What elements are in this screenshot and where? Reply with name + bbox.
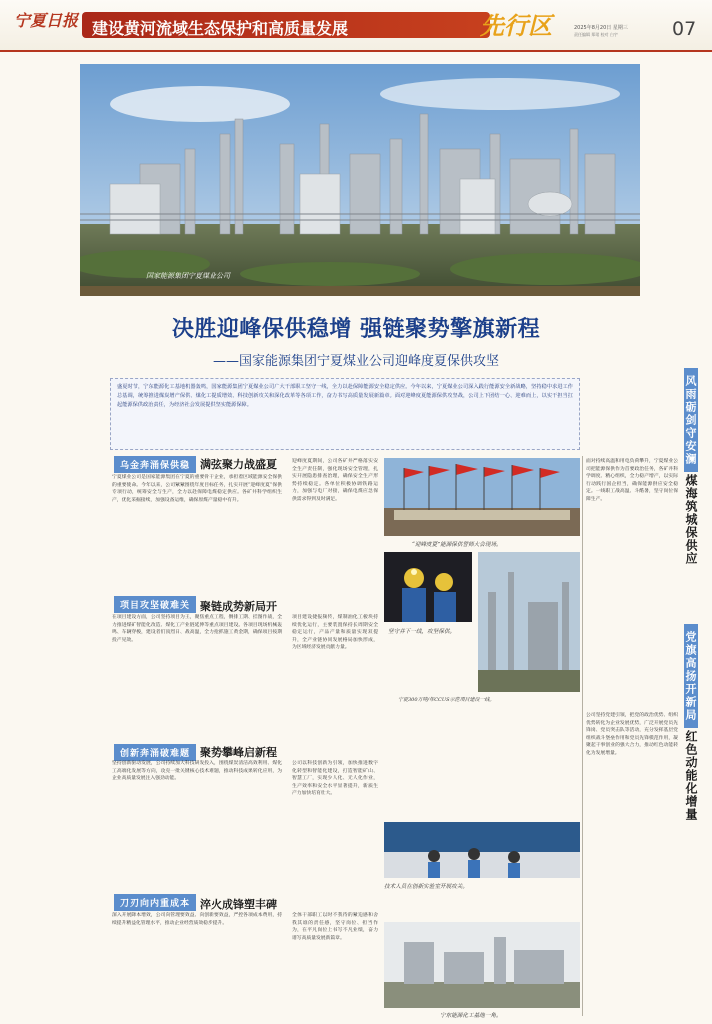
body-col2-b: 项目建设捷报频传，煤制油化工板块持续优化运行，主要装置保持长周期安全稳定运行，产品产量和质量实现双提升，全产业链协同发展格局加快形成，为区域经济发展贡献力量。 <box>292 615 378 651</box>
photo-miners <box>384 552 472 622</box>
section-subhead-2: 聚链成势新局开 <box>200 600 277 613</box>
section-subhead-4: 淬火成锋塑丰碑 <box>200 898 277 911</box>
body-right-b: 公司坚持党建引领，把党的政治优势、组织优势转化为企业发展优势，广泛开展党员先锋岗、党员突击队等活动，充分发挥基层党组织战斗堡垒作用和党员先锋模范作用，凝聚起干事创业的强大合力，推动红色动能转化为发展增量。 <box>586 713 678 756</box>
photo-caption-1: “迎峰度夏”能源保供誓师大会现场。 <box>412 542 502 548</box>
sub-headline: ——国家能源集团宁夏煤业公司迎峰度夏保供攻坚 <box>212 354 499 369</box>
body-col1-b: 在项目建设方面，公司坚持项目为王，聚焦重点工程，倒排工期、挂图作战，全力推进煤矿智能化改造、煤化工产业链延伸等重点项目建设。各项目现场机械轰鸣、车辆穿梭，建设者们顶烈日、战高温，全力抢抓施工黄金期，确保项目按期投产见效。 <box>112 615 282 643</box>
photo-site <box>384 922 580 1008</box>
lead-paragraph: 盛夏时节，宁东能源化工基地机器轰鸣，国家能源集团宁夏煤业公司广大干部职工坚守一线，全力以赴保障能源安全稳定供应。今年以来，宁夏煤业公司深入践行能源安全新战略，坚持稳中求进工作总基调，统筹推进煤炭增产保供、煤化工提质增效、科技创新攻关和深化改革等各项工作，奋力书写高质量发展新篇章。面对迎峰度夏能源保供攻坚战，公司上下团结一心、迎难而上，以实干担当扛起能源保供政治责任，为经济社会发展提供坚实能源保障。 <box>117 384 573 408</box>
photo-flags <box>384 458 580 536</box>
body-col2-d: 全体干部职工以时不我待的紧迫感和舍我其谁的责任感，坚守岗位、担当作为，在平凡岗位上书写不凡业绩，奋力谱写高质量发展新篇章。 <box>292 913 378 941</box>
body-col2-c: 公司以科技创新为引领，加快推进数字化转型和智能化建设，打造智能矿山、智慧工厂，实现少人化、无人化作业，生产效率和安全水平显著提升，新质生产力加快培育壮大。 <box>292 761 378 797</box>
body-col1-d: 深入开展降本增效，公司向管理要效益、向创新要效益，严控各项成本费用，持续提升精益化管理水平，推动企业经营质效稳步提升。 <box>112 913 282 926</box>
hero-caption: 国家能源集团宁夏煤业公司 <box>146 272 230 280</box>
body-right-a: 面对持续高温和用电负荷攀升，宁夏煤业公司把能源保供作为首要政治任务，各矿井科学调度、精心组织，全力稳产增产，以实际行动践行国企担当，确保能源供应安全稳定。一线职工战高温、斗酷暑，坚守岗位保障生产。 <box>586 459 678 502</box>
hero-photo <box>80 64 640 296</box>
section-subhead-1: 满弦聚力战盛夏 <box>200 458 277 471</box>
section-title-2: 项目攻坚破难关 <box>114 596 196 613</box>
photo-caption-4: 技术人员在创新实验室开展攻关。 <box>384 884 468 890</box>
body-col2-a: 迎峰度夏期间，公司各矿井严格落实安全生产责任制，强化现场安全管理，扎实开展隐患排查治理，确保安全生产形势持续稳定。各单位积极协调铁路运力，加强与电厂对接，确保电煤应急保供需求得到及时满足。 <box>292 459 378 502</box>
side-bar-2: 党旗高扬开新局 <box>684 624 698 728</box>
section-title-1: 乌金奔涌保供稳 <box>114 456 196 473</box>
photo-lab <box>384 822 580 878</box>
side-head-1: 煤海筑城保供应 <box>684 474 698 565</box>
side-head-2: 红色动能化增量 <box>684 730 698 821</box>
body-col1-c: 坚持创新驱动发展，公司持续加大科技研发投入，围绕煤炭清洁高效利用、煤化工高端化发展等方向，攻克一批关键核心技术难题，推动科技成果转化应用，为企业高质量发展注入强劲动能。 <box>112 761 282 782</box>
newspaper-logo: 宁夏日报 <box>14 11 79 30</box>
series-tag: 先行区 <box>480 11 552 40</box>
photo-caption-2: 坚守井下一线，攻坚保供。 <box>388 629 456 635</box>
page-number: 07 <box>672 18 697 40</box>
date-line: 2025年8月20日 星期三 <box>574 25 628 31</box>
photo-caption-3: 宁夏300万吨/年CCUS示范项目建设一线。 <box>398 697 495 703</box>
main-headline: 决胜迎峰保供稳增 强链聚势擎旗新程 <box>171 317 541 342</box>
section-title-4: 刀刃向内重成本 <box>114 894 196 911</box>
section-subhead-3: 聚势攀峰启新程 <box>200 746 277 759</box>
photo-caption-5: 宁东能源化工基地一角。 <box>440 1013 502 1019</box>
section-title-3: 创新奔涌破难题 <box>114 744 196 761</box>
side-bar-1: 风雨砺剑守安澜 <box>684 368 698 472</box>
body-col1-a: 宁夏煤业公司是国家能源集团在宁夏的重要骨干企业，承担着区域能源安全保供的重要使命。今年以来，公司紧紧围绕年度目标任务，扎实开展“迎峰度夏”保供专项行动，统筹安全与生产，全力以赴保障电煤稳定供应。各矿井科学组织生产，优化采掘接续，加强设备运维，确保原煤产量稳中有升。 <box>112 475 282 503</box>
series-title: 建设黄河流域生态保护和高质量发展 <box>92 19 349 38</box>
industrial-plant-illustration <box>80 64 640 296</box>
lead-box <box>110 378 580 450</box>
column-divider <box>582 456 583 1016</box>
editor-line: 责任编辑 郑珺 校对 白宇 <box>574 32 618 37</box>
photo-plant <box>478 552 580 692</box>
